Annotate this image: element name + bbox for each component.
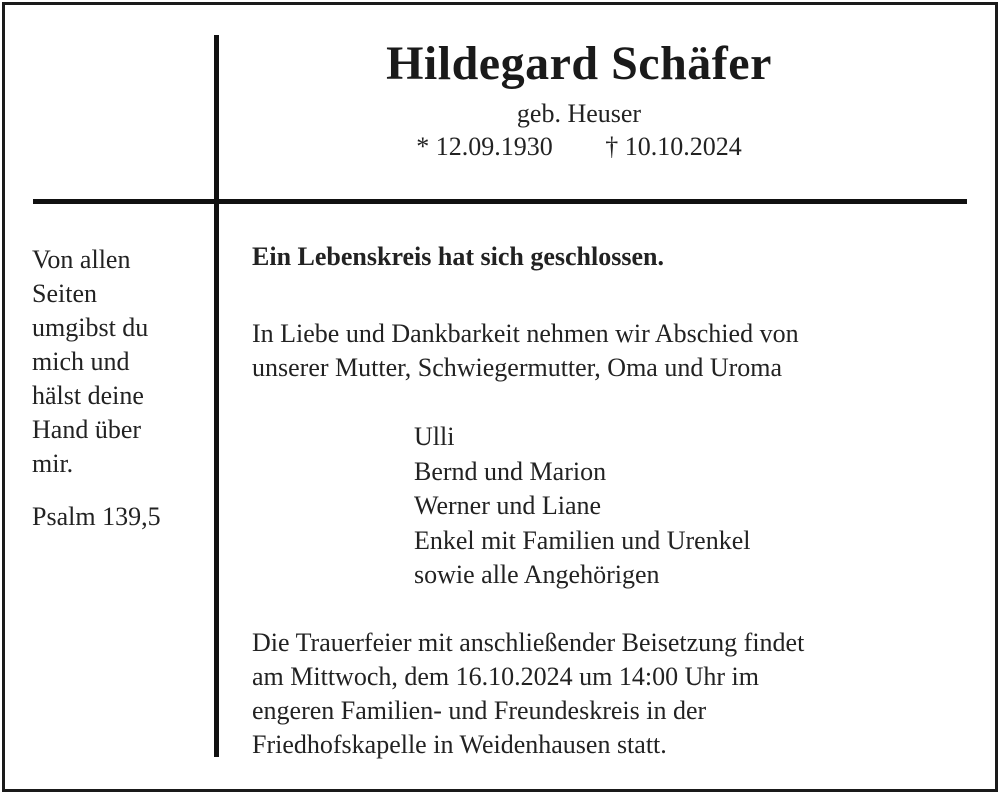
service-paragraph — [252, 626, 952, 762]
service-line: Friedhofskapelle in Weidenhausen statt. — [252, 730, 667, 759]
verse-line: umgibst du — [32, 313, 149, 342]
service-line: Die Trauerfeier mit anschließender Beisetzung findet — [252, 628, 805, 657]
bible-verse — [32, 243, 202, 481]
intro-paragraph — [252, 317, 952, 385]
deceased-name: Hildegard Schäfer — [386, 37, 772, 90]
intro-line: In Liebe und Dankbarkeit nehmen wir Abschied von — [252, 319, 799, 348]
mourner-entry: Bernd und Marion — [414, 456, 607, 486]
maiden-name: geb. Heuser — [516, 99, 642, 128]
service-line: am Mittwoch, dem 16.10.2024 um 14:00 Uhr im — [252, 662, 759, 691]
service-line: engeren Familien- und Freundeskreis in der — [252, 696, 707, 725]
mourner-entry: Enkel mit Familien und Urenkel — [414, 525, 751, 555]
mourner-entry: sowie alle Angehörigen — [414, 560, 660, 589]
mourner-entry: Ulli — [414, 422, 455, 451]
cross-horizontal-bar — [33, 199, 967, 204]
verse-line: Von allen — [32, 245, 131, 274]
death-date: † 10.10.2024 — [605, 132, 742, 161]
life-dates — [219, 131, 939, 163]
verse-line: Seiten — [32, 279, 97, 308]
verse-line: mir. — [32, 449, 74, 478]
mourners-list — [414, 420, 751, 593]
headline: Ein Lebenskreis hat sich geschlossen. — [252, 242, 664, 271]
verse-source: Psalm 139,5 — [32, 502, 161, 531]
verse-line: mich und — [32, 347, 130, 376]
mourner-entry: Werner und Liane — [414, 491, 602, 520]
intro-line: unserer Mutter, Schwiegermutter, Oma und Uroma — [252, 353, 783, 382]
birth-date: * 12.09.1930 — [416, 132, 553, 161]
verse-line: Hand über — [32, 415, 142, 444]
verse-line: hälst deine — [32, 381, 144, 410]
